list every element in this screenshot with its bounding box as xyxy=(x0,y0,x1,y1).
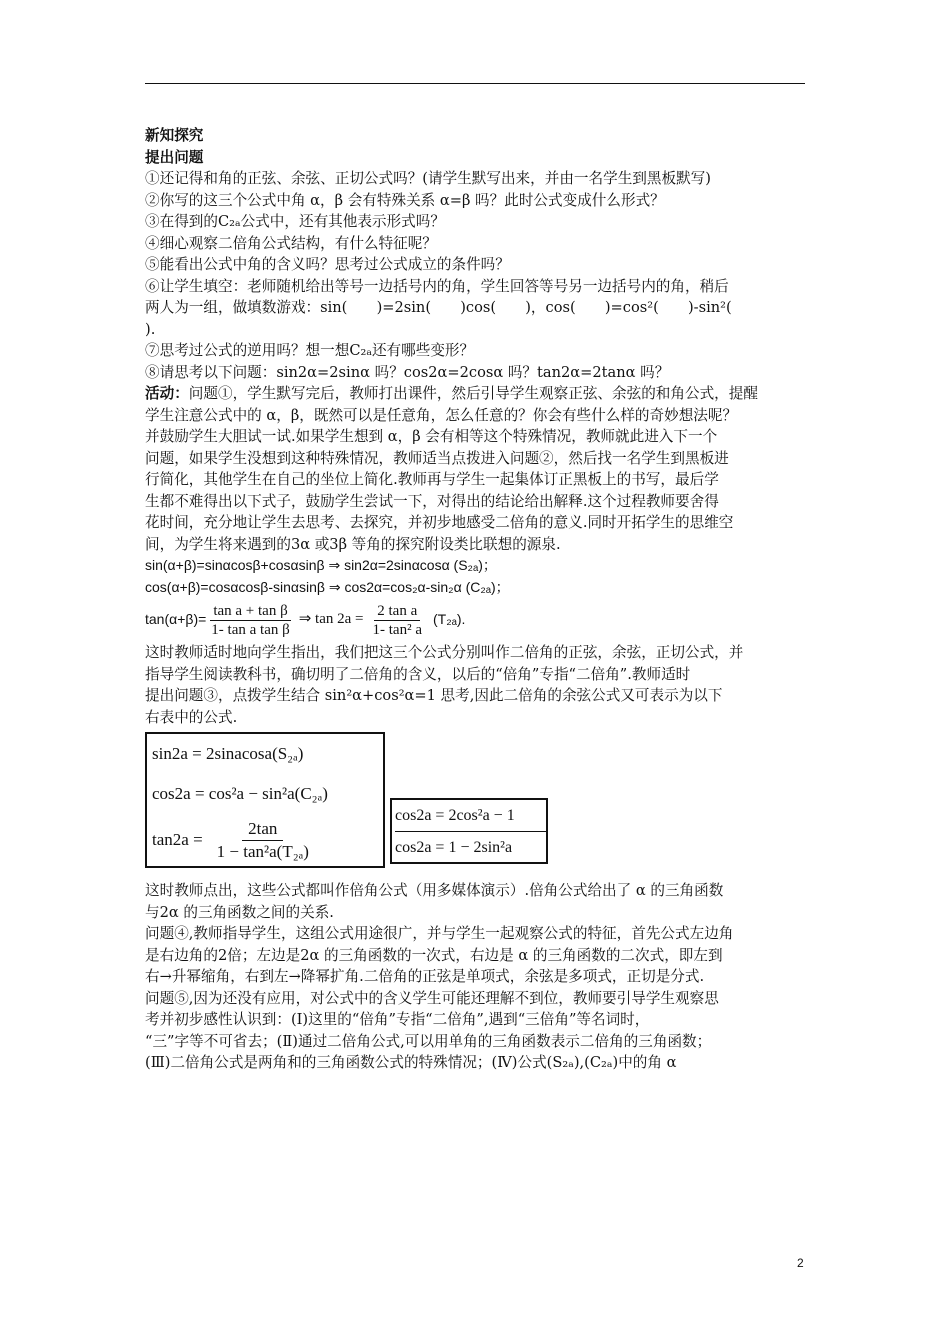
fraction-numerator: tan a + tan β xyxy=(210,602,290,621)
question-item: ①还记得和角的正弦、余弦、正切公式吗？(请学生默写出来，并由一名学生到黑板默写) xyxy=(145,170,711,187)
question-item: ②你写的这三个公式中角 α，β 会有特殊关系 α=β 吗？此时公式变成什么形式？ xyxy=(145,191,665,209)
tan-double-fraction xyxy=(370,602,425,639)
paragraph-line: 这时教师适时地向学生指出，我们把这三个公式分别叫作二倍角的正弦，余弦，正切公式，并 xyxy=(145,644,744,661)
paragraph-line: 右→升幂缩角，右到左→降幂扩角.二倍角的正弦是单项式，余弦是多项式，正切是分式. xyxy=(145,968,705,985)
double-angle-formula-box xyxy=(145,732,385,868)
activity-line: 间，为学生将来遇到的3α 或3β 等角的探究附设类比联想的源泉. xyxy=(145,535,561,553)
activity-label: 活动： xyxy=(145,385,189,402)
tan-sum-fraction xyxy=(208,602,292,639)
cos-double-formula: cos2a = cos²a − sin²a(C₂ₐ) xyxy=(152,784,328,803)
cos-variant-2: cos2a = 1 − 2sin²a xyxy=(395,831,546,863)
cos-variant-1: cos2a = 2cos²a − 1 xyxy=(395,807,515,824)
question-item: ④细心观察二倍角公式结构，有什么特征呢？ xyxy=(145,234,437,252)
question-item: 两人为一组，做填数游戏：sin( )=2sin( )cos( )，cos( )=cos²( )-sin²( xyxy=(145,299,732,316)
activity-paragraph xyxy=(145,383,817,555)
paragraph-line: 右表中的公式. xyxy=(145,708,238,726)
activity-line: 问题①，学生默写完后，教师打出课件，然后引导学生观察正弦、余弦的和角公式，提醒 xyxy=(188,385,758,402)
paragraph-line: 问题④,教师指导学生，这组公式用途很广，并与学生一起观察公式的特征，首先公式左边角 xyxy=(145,925,734,942)
activity-line: 问题，如果学生没想到这种特殊情况，教师适当点拨进入问题②，然后找一名学生到黑板进 xyxy=(145,449,729,467)
fraction-numerator: 2 tan a xyxy=(374,602,420,621)
tan-double-formula xyxy=(152,814,383,866)
cos-derivation: cos(α+β)=cosαcosβ-sinαsinβ ⇒ cos2α=cos₂α-sin₂α (C₂ₐ)； xyxy=(145,578,510,595)
sin-derivation: sin(α+β)=sinαcosβ+cosαsinβ ⇒ sin2α=2sinαcosα (S₂ₐ)； xyxy=(145,557,497,573)
activity-line: 学生注意公式中的 α，β，既然可以是任意角，怎么任意的？你会有些什么样的奇妙想法呢？ xyxy=(145,406,738,424)
tan-derivation xyxy=(145,598,817,642)
cos-variants-box xyxy=(390,798,548,864)
paragraph-line: 考并初步感性认识到：(Ⅰ)这里的“倍角”专指“二倍角”,遇到“三倍角”等名词时， xyxy=(145,1011,650,1028)
formula-boxes xyxy=(145,732,817,874)
activity-line: 生都不难得出以下式子，鼓励学生尝试一下，对得出的结论给出解释.这个过程教师要舍得 xyxy=(145,492,719,510)
paragraph-2 xyxy=(145,642,817,728)
paragraph-line: 指导学生阅读教科书，确切明了二倍角的含义，以后的“倍角”专指“二倍角”.教师适时 xyxy=(145,665,691,683)
question-item: ③在得到的C₂ₐ公式中，还有其他表示形式吗？ xyxy=(145,213,445,230)
fraction-denominator: 1- tan² a xyxy=(372,621,422,638)
question-list xyxy=(145,168,817,383)
activity-line: 行简化，其他学生在自己的坐位上简化.教师再与学生一起集体订正黑板上的书写，最后学 xyxy=(145,471,719,488)
fraction-numerator: 2tan xyxy=(242,818,283,841)
question-item: ⑤能看出公式中角的含义吗？思考过公式成立的条件吗？ xyxy=(145,256,510,273)
paragraph-line: 与2α 的三角函数之间的关系. xyxy=(145,903,334,921)
activity-line: 并鼓励学生大胆试一试.如果学生想到 α，β 会有相等这个特殊情况，教师就此进入下一个 xyxy=(145,428,718,445)
question-item: ⑦思考过公式的逆用吗？想一想C₂ₐ还有哪些变形？ xyxy=(145,342,475,359)
fraction-denominator: 1 − tan²a(T₂ₐ) xyxy=(216,841,309,861)
tan-prefix: tan(α+β)= xyxy=(145,611,207,628)
implies-tan2a: ⇒ tan 2a = xyxy=(298,611,364,628)
header-rule xyxy=(145,83,805,84)
paragraph-line: 是右边角的2倍；左边是2α 的三角函数的一次式，右边是 α 的三角函数的二次式，即左到 xyxy=(145,946,723,964)
paragraph-line: 这时教师点出，这些公式都叫作倍角公式（用多媒体演示）.倍角公式给出了 α 的三角函数 xyxy=(145,882,724,899)
question-item: ⑥让学生填空：老师随机给出等号一边括号内的角，学生回答等号另一边括号内的角，稍后 xyxy=(145,277,729,295)
paragraph-line: “三”字等不可省去；(Ⅱ)通过二倍角公式,可以用单角的三角函数表示二倍角的三角函数； xyxy=(145,1032,712,1050)
tan-suffix: (T₂ₐ). xyxy=(432,611,466,628)
paragraph-line: 问题⑤,因为还没有应用，对公式中的含义学生可能还理解不到位，教师要引导学生观察思 xyxy=(145,989,719,1007)
section-heading: 新知探究 xyxy=(145,127,204,144)
fraction-denominator: 1- tan a tan β xyxy=(211,621,290,638)
activity-line: 花时间，充分地让学生去思考、去探究，并初步地感受二倍角的意义.同时开拓学生的思维空 xyxy=(145,514,734,531)
sin-double-formula: sin2a = 2sinacosa(S₂ₐ) xyxy=(152,744,304,763)
question-item: ⑧请思考以下问题：sin2α=2sinα 吗？cos2α=2cosα 吗？tan2α=2tanα 吗？ xyxy=(145,363,670,381)
paragraph-3 xyxy=(145,880,817,1074)
subsection-heading: 提出问题 xyxy=(145,148,204,166)
tan-left-side: tan2a = xyxy=(152,830,203,850)
paragraph-line: 提出问题③，点拨学生结合 sin²α+cos²α=1 思考,因此二倍角的余弦公式又可表示为以下 xyxy=(145,687,723,704)
document-body xyxy=(145,125,817,1074)
tan-fraction xyxy=(211,818,315,863)
question-item: ). xyxy=(145,320,156,338)
page-number: 2 xyxy=(797,1256,804,1270)
paragraph-line: (Ⅲ)二倍角公式是两角和的三角函数公式的特殊情况；(Ⅳ)公式(S₂ₐ),(C₂ₐ)中的角 α xyxy=(145,1054,677,1071)
